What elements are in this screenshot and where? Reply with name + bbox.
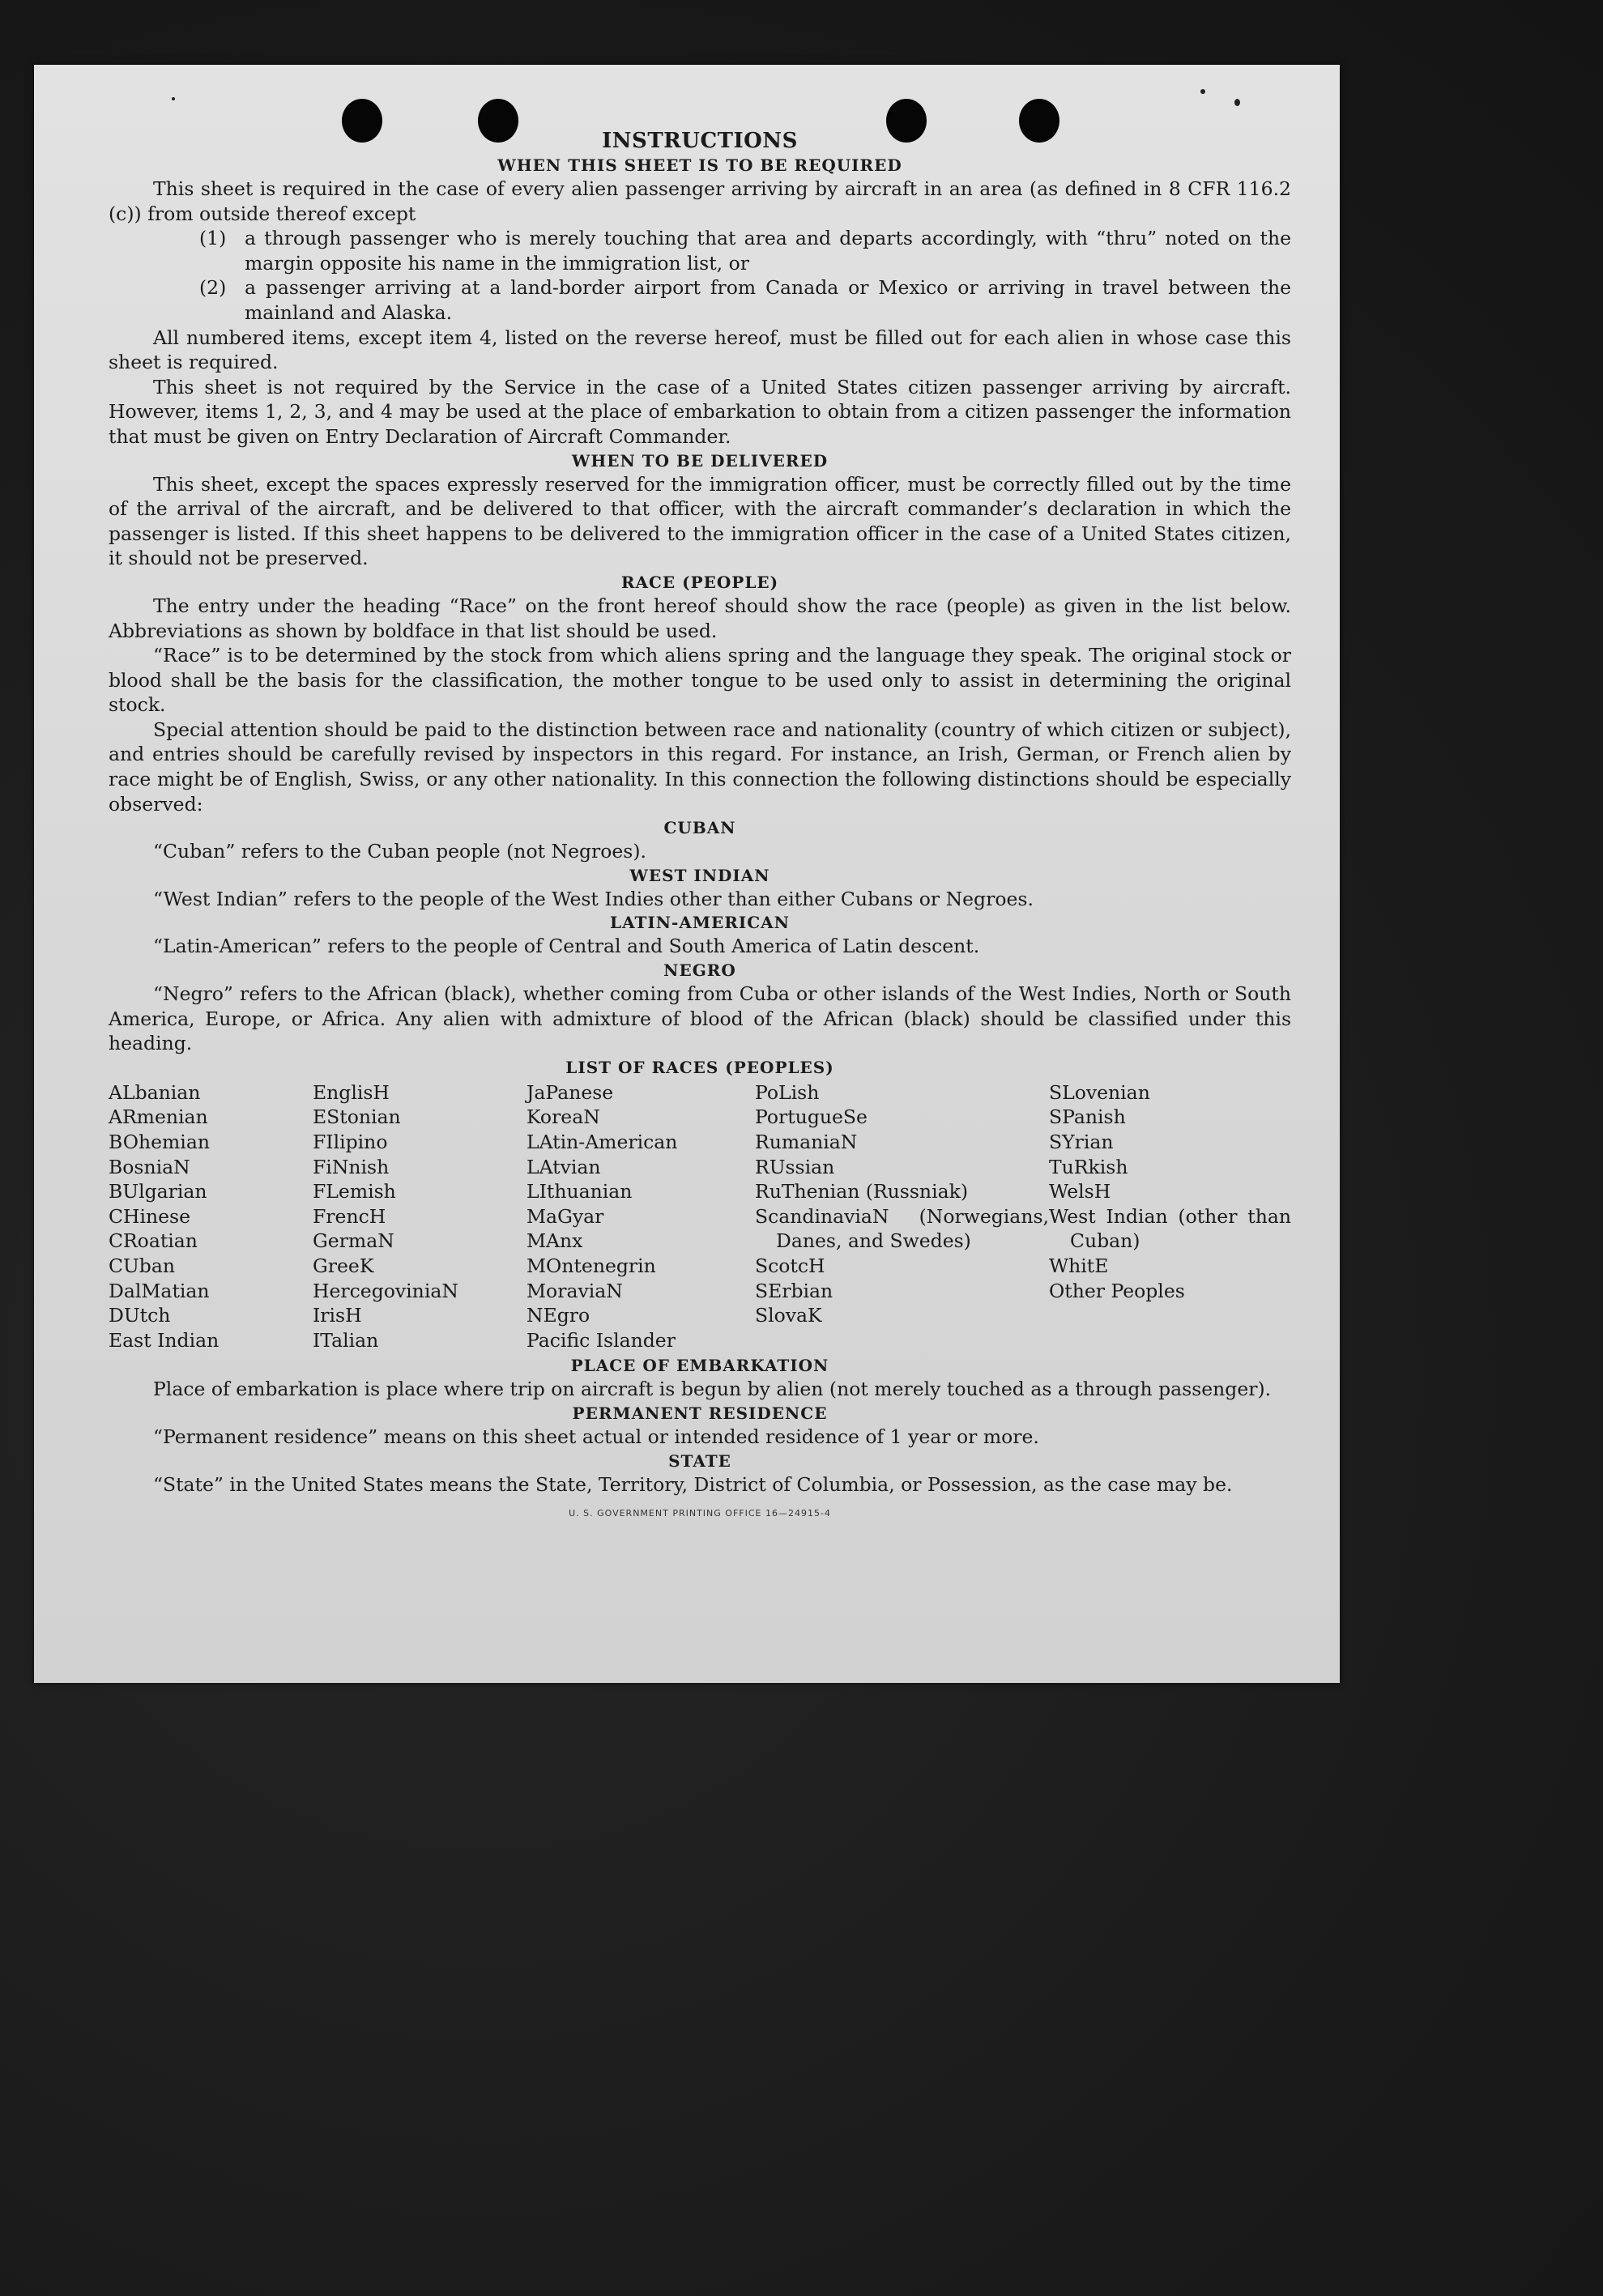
race-entry: West Indian (other than Cuban) [1049, 1204, 1291, 1253]
item-number: (2) [199, 276, 227, 300]
race-entry: BOhemian [109, 1131, 210, 1153]
race-entry: WelsH [1049, 1180, 1111, 1203]
race-entry: ScandinaviaN (Norwegians, Danes, and Swedes) [755, 1204, 1049, 1253]
race-entry: MaGyar [527, 1204, 604, 1228]
printer-imprint: U. S. GOVERNMENT PRINTING OFFICE 16—24915-4 [569, 1508, 831, 1519]
race-entry: CHinese [109, 1204, 190, 1228]
race-entry: SErbian [755, 1279, 833, 1302]
race-column [1049, 1080, 1291, 1353]
race-entry: RUssian [755, 1155, 835, 1178]
race-column [527, 1080, 755, 1353]
section-heading: WEST INDIAN [629, 865, 770, 885]
race-entry: East Indian [109, 1328, 220, 1352]
race-entry: LAtvian [527, 1155, 601, 1178]
paragraph: “Latin-American” refers to the people of Central and South America of Latin descent. [153, 935, 980, 958]
race-entry: SLovenian [1049, 1080, 1150, 1104]
section-heading: NEGRO [663, 961, 736, 981]
race-column [109, 1080, 313, 1353]
paragraph: This sheet, except the spaces expressly reserved for the immigration officer, must be correctly filled out by the time of the arrival of the aircraft, and be delivered to that officer, with the aircraft commander’s declaration in which the passenger is listed. If this sheet happens to be delivered to the immigration officer in the case of a United States citizen, it should not be preserved. [109, 472, 1291, 570]
paragraph: All numbered items, except item 4, listed on the reverse hereof, must be filled out for each alien in whose case this sheet is required. [109, 326, 1291, 374]
race-entry: FIlipino [313, 1131, 388, 1153]
section-heading: STATE [668, 1450, 731, 1471]
race-entry: JaPanese [527, 1080, 614, 1104]
paragraph: “West Indian” refers to the people of the West Indies other than either Cubans or Negroes. [153, 887, 1034, 910]
paragraph: “Race” is to be determined by the stock from which aliens spring and the language they speak. The original stock or blood shall be the basis for the classification, the mother tongue to be used only to assist in determining the original stock. [109, 644, 1291, 717]
ink-speck [1234, 99, 1240, 106]
race-entry: FiNnish [313, 1155, 390, 1178]
race-entry: GermaN [313, 1229, 394, 1253]
race-entry: EStonian [313, 1105, 401, 1129]
race-entry: HercegoviniaN [313, 1279, 458, 1302]
race-entry: Pacific Islander [527, 1328, 676, 1352]
section-heading: PLACE OF EMBARKATION [570, 1356, 829, 1376]
section-heading: WHEN THIS SHEET IS TO BE REQUIRED [497, 155, 902, 175]
item-text: a passenger arriving at a land-border airport from Canada or Mexico or arriving in travel between the mainland and Alaska. [245, 276, 1291, 324]
paragraph: “Cuban” refers to the Cuban people (not Negroes). [153, 840, 647, 863]
ink-speck [172, 97, 175, 100]
section-heading: RACE (PEOPLE) [620, 572, 779, 592]
section-heading: LIST OF RACES (PEOPLES) [565, 1057, 834, 1077]
race-entry: ITalian [313, 1328, 379, 1352]
race-entry: CUban [109, 1254, 175, 1277]
race-entry: CRoatian [109, 1229, 198, 1253]
race-entry: PoLish [755, 1080, 820, 1104]
race-entry: BosniaN [109, 1155, 190, 1178]
race-entry: EnglisH [313, 1080, 390, 1104]
paragraph: Place of embarkation is place where trip on aircraft is begun by alien (not merely touched as a through passenger). [153, 1378, 1272, 1401]
ink-speck [1200, 89, 1205, 94]
race-entry: DUtch [109, 1304, 171, 1327]
section-heading: PERMANENT RESIDENCE [572, 1403, 828, 1423]
race-entry: SYrian [1049, 1131, 1114, 1153]
paragraph: Special attention should be paid to the distinction between race and nationality (country of which citizen or subject), and entries should be carefully revised by inspectors in this regard. For instance, an Irish, German, or French alien by race might be of English, Swiss, or any other nationality. In this connection the following distinctions should be especially observed: [109, 718, 1291, 816]
race-entry: LIthuanian [527, 1180, 633, 1203]
section-heading: WHEN TO BE DELIVERED [571, 450, 829, 471]
race-entry: FrencH [313, 1204, 386, 1228]
race-entry: RuThenian (Russniak) [755, 1180, 968, 1203]
race-entry: LAtin-American [527, 1131, 678, 1153]
paragraph: This sheet is required in the case of every alien passenger arriving by aircraft in an area (as defined in 8 CFR 116.2 (c)) from outside thereof except [109, 177, 1291, 225]
race-entry: SlovaK [755, 1304, 822, 1327]
page-title: INSTRUCTIONS [602, 129, 798, 153]
race-entry: WhitE [1049, 1254, 1109, 1277]
race-entry: RumaniaN [755, 1131, 858, 1153]
item-text: a through passenger who is merely touching that area and departs accordingly, with “thru” noted on the margin opposite his name in the immigration list, or [245, 227, 1291, 275]
race-entry: ScotcH [755, 1254, 825, 1277]
race-entry: BUlgarian [109, 1180, 207, 1203]
race-column [313, 1080, 527, 1353]
race-entry: FLemish [313, 1180, 396, 1203]
race-entry: MOntenegrin [527, 1254, 656, 1277]
section-heading: CUBAN [663, 818, 736, 838]
list-item [109, 275, 1291, 325]
paragraph: The entry under the heading “Race” on the front hereof should show the race (people) as given in the list below. Abbreviations as shown by boldface in that list should be used. [109, 594, 1291, 642]
race-entry: NEgro [527, 1304, 590, 1327]
race-entry: TuRkish [1049, 1155, 1128, 1178]
paragraph: “Negro” refers to the African (black), whether coming from Cuba or other islands of the West Indies, North or South America, Europe, or Africa. Any alien with admixture of blood of the African (black) should be classified under this heading. [109, 982, 1291, 1055]
paragraph: “State” in the United States means the State, Territory, District of Columbia, or Possession, as the case may be. [153, 1472, 1233, 1496]
document-sheet [34, 65, 1340, 1683]
section-heading: LATIN-AMERICAN [610, 913, 790, 933]
race-entry: PortugueSe [755, 1105, 868, 1129]
race-entry: KoreaN [527, 1105, 600, 1129]
race-entry: GreeK [313, 1254, 374, 1277]
instructions-body [109, 128, 1291, 1527]
race-entry: ARmenian [109, 1105, 208, 1129]
race-entry: MAnx [527, 1229, 583, 1253]
races-list [109, 1080, 1291, 1353]
race-column [755, 1080, 1049, 1353]
race-entry: MoraviaN [527, 1279, 623, 1302]
race-entry: IrisH [313, 1304, 362, 1327]
race-entry: DalMatian [109, 1279, 210, 1302]
race-entry: ALbanian [109, 1080, 201, 1104]
paragraph: “Permanent residence” means on this sheet actual or intended residence of 1 year or more. [153, 1425, 1039, 1448]
paragraph: This sheet is not required by the Service in the case of a United States citizen passenger arriving by aircraft. However, items 1, 2, 3, and 4 may be used at the place of embarkation to obtain from a citizen passenger the information that must be given on Entry Declaration of Aircraft Commander. [109, 375, 1291, 448]
item-number: (1) [199, 227, 227, 250]
list-item [109, 226, 1291, 275]
race-entry: Other Peoples [1049, 1279, 1185, 1302]
race-entry: SPanish [1049, 1105, 1126, 1129]
